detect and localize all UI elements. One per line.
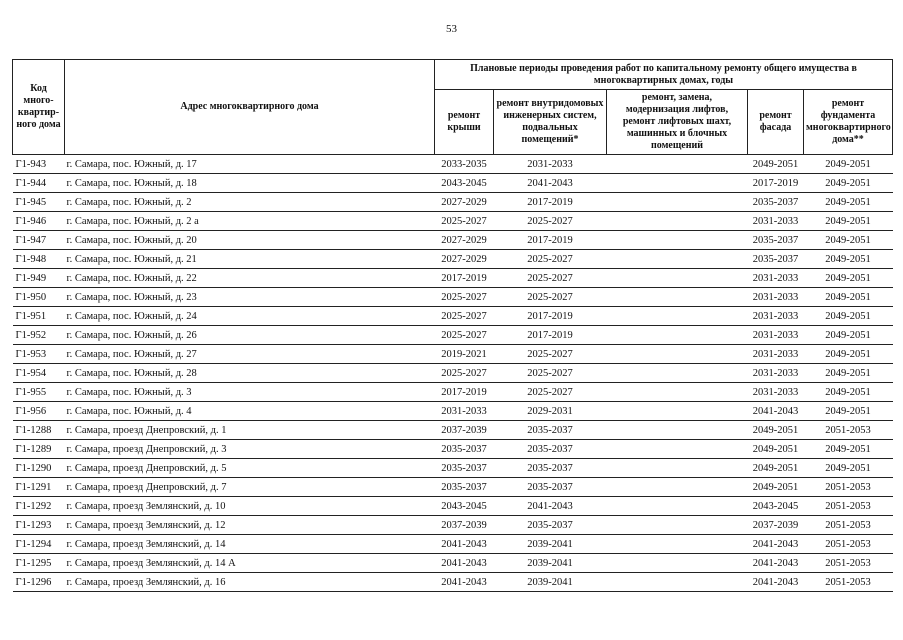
cell-facade: 2043-2045 bbox=[748, 497, 804, 516]
cell-elevators bbox=[607, 307, 748, 326]
cell-roof: 2031-2033 bbox=[435, 402, 494, 421]
cell-address: г. Самара, проезд Днепровский, д. 3 bbox=[65, 440, 435, 459]
cell-address: г. Самара, пос. Южный, д. 26 bbox=[65, 326, 435, 345]
cell-facade: 2049-2051 bbox=[748, 478, 804, 497]
cell-facade: 2037-2039 bbox=[748, 516, 804, 535]
cell-code: Г1-949 bbox=[13, 269, 65, 288]
table-row bbox=[13, 516, 893, 535]
cell-address: г. Самара, проезд Землянский, д. 14 bbox=[65, 535, 435, 554]
cell-engineering: 2031-2033 bbox=[494, 155, 607, 174]
cell-facade: 2049-2051 bbox=[748, 459, 804, 478]
table-row bbox=[13, 440, 893, 459]
cell-elevators bbox=[607, 288, 748, 307]
table-row bbox=[13, 554, 893, 573]
table-row bbox=[13, 193, 893, 212]
table-body bbox=[13, 155, 893, 592]
table-row bbox=[13, 212, 893, 231]
cell-facade: 2041-2043 bbox=[748, 573, 804, 592]
cell-engineering: 2035-2037 bbox=[494, 440, 607, 459]
cell-roof: 2019-2021 bbox=[435, 345, 494, 364]
cell-address: г. Самара, проезд Землянский, д. 10 bbox=[65, 497, 435, 516]
cell-code: Г1-946 bbox=[13, 212, 65, 231]
cell-elevators bbox=[607, 250, 748, 269]
cell-engineering: 2017-2019 bbox=[494, 231, 607, 250]
cell-engineering: 2041-2043 bbox=[494, 497, 607, 516]
cell-foundation: 2051-2053 bbox=[804, 478, 893, 497]
cell-address: г. Самара, пос. Южный, д. 23 bbox=[65, 288, 435, 307]
table-row bbox=[13, 288, 893, 307]
cell-elevators bbox=[607, 459, 748, 478]
cell-foundation: 2051-2053 bbox=[804, 554, 893, 573]
cell-facade: 2031-2033 bbox=[748, 269, 804, 288]
cell-foundation: 2049-2051 bbox=[804, 402, 893, 421]
cell-code: Г1-1293 bbox=[13, 516, 65, 535]
header-planned-periods: Плановые периоды проведения работ по капитальному ремонту общего имущества в многоквартирных домах, годы bbox=[435, 60, 893, 90]
table-row bbox=[13, 497, 893, 516]
cell-engineering: 2039-2041 bbox=[494, 535, 607, 554]
header-code: Код много-квартир-ного дома bbox=[13, 60, 65, 155]
cell-address: г. Самара, пос. Южный, д. 27 bbox=[65, 345, 435, 364]
cell-facade: 2017-2019 bbox=[748, 174, 804, 193]
cell-code: Г1-1290 bbox=[13, 459, 65, 478]
cell-code: Г1-1294 bbox=[13, 535, 65, 554]
cell-elevators bbox=[607, 212, 748, 231]
cell-facade: 2049-2051 bbox=[748, 155, 804, 174]
cell-code: Г1-943 bbox=[13, 155, 65, 174]
table-row bbox=[13, 421, 893, 440]
cell-foundation: 2051-2053 bbox=[804, 497, 893, 516]
table-row bbox=[13, 383, 893, 402]
header-roof: ремонт крыши bbox=[435, 90, 494, 155]
cell-engineering: 2025-2027 bbox=[494, 345, 607, 364]
cell-code: Г1-1291 bbox=[13, 478, 65, 497]
cell-elevators bbox=[607, 383, 748, 402]
cell-facade: 2031-2033 bbox=[748, 383, 804, 402]
cell-facade: 2041-2043 bbox=[748, 554, 804, 573]
cell-elevators bbox=[607, 174, 748, 193]
cell-engineering: 2017-2019 bbox=[494, 307, 607, 326]
cell-address: г. Самара, пос. Южный, д. 2 а bbox=[65, 212, 435, 231]
header-address: Адрес многоквартирного дома bbox=[65, 60, 435, 155]
cell-address: г. Самара, пос. Южный, д. 21 bbox=[65, 250, 435, 269]
cell-elevators bbox=[607, 402, 748, 421]
cell-foundation: 2051-2053 bbox=[804, 516, 893, 535]
cell-roof: 2035-2037 bbox=[435, 459, 494, 478]
cell-address: г. Самара, пос. Южный, д. 24 bbox=[65, 307, 435, 326]
table-row bbox=[13, 307, 893, 326]
cell-foundation: 2049-2051 bbox=[804, 250, 893, 269]
header-engineering: ремонт внутридомовых инженерных систем, подвальных помещений* bbox=[494, 90, 607, 155]
cell-address: г. Самара, проезд Днепровский, д. 5 bbox=[65, 459, 435, 478]
table-row bbox=[13, 478, 893, 497]
cell-engineering: 2025-2027 bbox=[494, 383, 607, 402]
table-row bbox=[13, 573, 893, 592]
cell-roof: 2025-2027 bbox=[435, 364, 494, 383]
cell-roof: 2043-2045 bbox=[435, 497, 494, 516]
cell-elevators bbox=[607, 326, 748, 345]
cell-roof: 2027-2029 bbox=[435, 231, 494, 250]
cell-code: Г1-953 bbox=[13, 345, 65, 364]
table-row bbox=[13, 402, 893, 421]
cell-foundation: 2049-2051 bbox=[804, 212, 893, 231]
cell-foundation: 2049-2051 bbox=[804, 440, 893, 459]
cell-facade: 2035-2037 bbox=[748, 250, 804, 269]
cell-foundation: 2049-2051 bbox=[804, 288, 893, 307]
cell-roof: 2017-2019 bbox=[435, 269, 494, 288]
cell-foundation: 2051-2053 bbox=[804, 573, 893, 592]
cell-engineering: 2041-2043 bbox=[494, 174, 607, 193]
cell-roof: 2025-2027 bbox=[435, 326, 494, 345]
cell-facade: 2031-2033 bbox=[748, 364, 804, 383]
cell-facade: 2031-2033 bbox=[748, 288, 804, 307]
cell-elevators bbox=[607, 497, 748, 516]
cell-code: Г1-952 bbox=[13, 326, 65, 345]
cell-code: Г1-1296 bbox=[13, 573, 65, 592]
cell-foundation: 2049-2051 bbox=[804, 269, 893, 288]
cell-elevators bbox=[607, 573, 748, 592]
cell-foundation: 2051-2053 bbox=[804, 421, 893, 440]
cell-code: Г1-954 bbox=[13, 364, 65, 383]
cell-foundation: 2049-2051 bbox=[804, 231, 893, 250]
cell-roof: 2041-2043 bbox=[435, 535, 494, 554]
cell-code: Г1-1292 bbox=[13, 497, 65, 516]
header-elevators: ремонт, замена, модернизация лифтов, ремонт лифтовых шахт, машинных и блочных помещений bbox=[607, 90, 748, 155]
cell-roof: 2041-2043 bbox=[435, 573, 494, 592]
cell-facade: 2035-2037 bbox=[748, 231, 804, 250]
cell-address: г. Самара, пос. Южный, д. 20 bbox=[65, 231, 435, 250]
cell-address: г. Самара, проезд Землянский, д. 12 bbox=[65, 516, 435, 535]
cell-engineering: 2035-2037 bbox=[494, 421, 607, 440]
cell-engineering: 2039-2041 bbox=[494, 573, 607, 592]
cell-elevators bbox=[607, 440, 748, 459]
cell-facade: 2031-2033 bbox=[748, 326, 804, 345]
cell-elevators bbox=[607, 269, 748, 288]
cell-address: г. Самара, пос. Южный, д. 22 bbox=[65, 269, 435, 288]
cell-foundation: 2049-2051 bbox=[804, 174, 893, 193]
cell-elevators bbox=[607, 421, 748, 440]
repair-schedule-table bbox=[12, 59, 893, 592]
cell-address: г. Самара, проезд Днепровский, д. 1 bbox=[65, 421, 435, 440]
cell-elevators bbox=[607, 478, 748, 497]
cell-code: Г1-1289 bbox=[13, 440, 65, 459]
cell-elevators bbox=[607, 193, 748, 212]
cell-address: г. Самара, пос. Южный, д. 18 bbox=[65, 174, 435, 193]
table-row bbox=[13, 269, 893, 288]
cell-foundation: 2049-2051 bbox=[804, 345, 893, 364]
cell-elevators bbox=[607, 231, 748, 250]
cell-engineering: 2025-2027 bbox=[494, 212, 607, 231]
cell-elevators bbox=[607, 554, 748, 573]
cell-engineering: 2039-2041 bbox=[494, 554, 607, 573]
cell-engineering: 2025-2027 bbox=[494, 364, 607, 383]
cell-code: Г1-944 bbox=[13, 174, 65, 193]
cell-engineering: 2035-2037 bbox=[494, 478, 607, 497]
cell-engineering: 2017-2019 bbox=[494, 326, 607, 345]
table-row bbox=[13, 345, 893, 364]
cell-foundation: 2049-2051 bbox=[804, 307, 893, 326]
cell-code: Г1-1295 bbox=[13, 554, 65, 573]
cell-facade: 2035-2037 bbox=[748, 193, 804, 212]
cell-roof: 2027-2029 bbox=[435, 250, 494, 269]
cell-roof: 2041-2043 bbox=[435, 554, 494, 573]
cell-address: г. Самара, пос. Южный, д. 3 bbox=[65, 383, 435, 402]
cell-foundation: 2051-2053 bbox=[804, 535, 893, 554]
cell-foundation: 2049-2051 bbox=[804, 326, 893, 345]
cell-elevators bbox=[607, 535, 748, 554]
header-facade: ремонт фасада bbox=[748, 90, 804, 155]
cell-code: Г1-950 bbox=[13, 288, 65, 307]
cell-facade: 2041-2043 bbox=[748, 535, 804, 554]
cell-engineering: 2025-2027 bbox=[494, 250, 607, 269]
cell-address: г. Самара, пос. Южный, д. 4 bbox=[65, 402, 435, 421]
cell-foundation: 2049-2051 bbox=[804, 193, 893, 212]
table-row bbox=[13, 231, 893, 250]
cell-address: г. Самара, проезд Землянский, д. 14 А bbox=[65, 554, 435, 573]
table-row bbox=[13, 535, 893, 554]
cell-foundation: 2049-2051 bbox=[804, 459, 893, 478]
cell-code: Г1-945 bbox=[13, 193, 65, 212]
cell-address: г. Самара, пос. Южный, д. 2 bbox=[65, 193, 435, 212]
cell-foundation: 2049-2051 bbox=[804, 155, 893, 174]
cell-elevators bbox=[607, 364, 748, 383]
cell-code: Г1-955 bbox=[13, 383, 65, 402]
cell-roof: 2025-2027 bbox=[435, 212, 494, 231]
cell-address: г. Самара, проезд Землянский, д. 16 bbox=[65, 573, 435, 592]
cell-facade: 2031-2033 bbox=[748, 307, 804, 326]
header-foundation: ремонт фундамента многоквартирного дома** bbox=[804, 90, 893, 155]
cell-roof: 2027-2029 bbox=[435, 193, 494, 212]
cell-code: Г1-951 bbox=[13, 307, 65, 326]
table-row bbox=[13, 459, 893, 478]
table-row bbox=[13, 155, 893, 174]
cell-code: Г1-948 bbox=[13, 250, 65, 269]
cell-elevators bbox=[607, 155, 748, 174]
cell-address: г. Самара, пос. Южный, д. 28 bbox=[65, 364, 435, 383]
cell-elevators bbox=[607, 345, 748, 364]
cell-facade: 2049-2051 bbox=[748, 440, 804, 459]
cell-facade: 2031-2033 bbox=[748, 345, 804, 364]
cell-foundation: 2049-2051 bbox=[804, 364, 893, 383]
header-row-group bbox=[13, 60, 893, 90]
cell-engineering: 2017-2019 bbox=[494, 193, 607, 212]
cell-foundation: 2049-2051 bbox=[804, 383, 893, 402]
cell-elevators bbox=[607, 516, 748, 535]
cell-roof: 2035-2037 bbox=[435, 440, 494, 459]
cell-code: Г1-956 bbox=[13, 402, 65, 421]
cell-roof: 2035-2037 bbox=[435, 478, 494, 497]
cell-facade: 2031-2033 bbox=[748, 212, 804, 231]
table-row bbox=[13, 326, 893, 345]
cell-roof: 2025-2027 bbox=[435, 288, 494, 307]
cell-engineering: 2035-2037 bbox=[494, 459, 607, 478]
cell-code: Г1-1288 bbox=[13, 421, 65, 440]
page-number: 53 bbox=[446, 23, 457, 35]
cell-roof: 2033-2035 bbox=[435, 155, 494, 174]
cell-engineering: 2035-2037 bbox=[494, 516, 607, 535]
cell-engineering: 2025-2027 bbox=[494, 288, 607, 307]
table-row bbox=[13, 250, 893, 269]
cell-engineering: 2029-2031 bbox=[494, 402, 607, 421]
cell-roof: 2037-2039 bbox=[435, 421, 494, 440]
cell-roof: 2043-2045 bbox=[435, 174, 494, 193]
cell-engineering: 2025-2027 bbox=[494, 269, 607, 288]
cell-facade: 2049-2051 bbox=[748, 421, 804, 440]
cell-code: Г1-947 bbox=[13, 231, 65, 250]
cell-roof: 2037-2039 bbox=[435, 516, 494, 535]
cell-facade: 2041-2043 bbox=[748, 402, 804, 421]
table-row bbox=[13, 364, 893, 383]
cell-address: г. Самара, проезд Днепровский, д. 7 bbox=[65, 478, 435, 497]
cell-roof: 2025-2027 bbox=[435, 307, 494, 326]
cell-roof: 2017-2019 bbox=[435, 383, 494, 402]
table-row bbox=[13, 174, 893, 193]
cell-address: г. Самара, пос. Южный, д. 17 bbox=[65, 155, 435, 174]
